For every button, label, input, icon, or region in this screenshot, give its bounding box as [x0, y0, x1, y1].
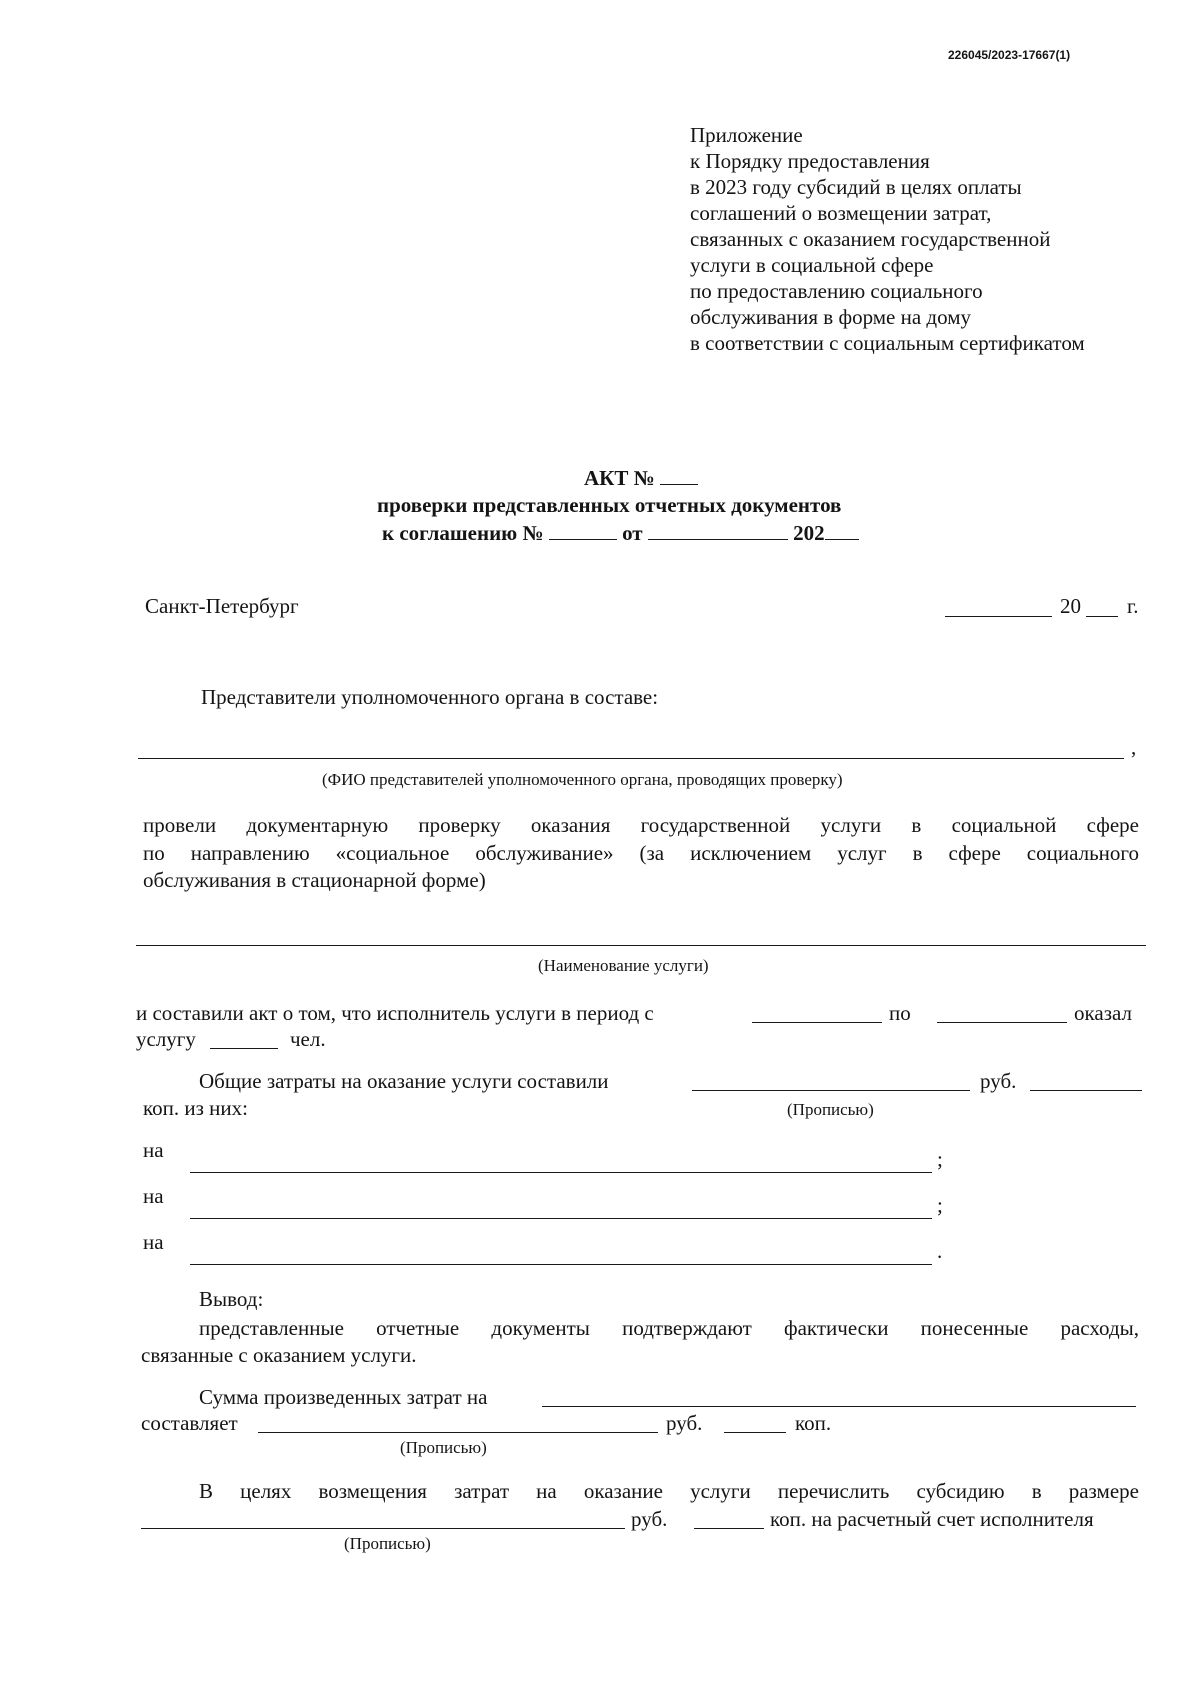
cost-row-blank: [190, 1218, 932, 1219]
costs-rub-label: руб.: [980, 1069, 1017, 1093]
period-to-label: по: [889, 1001, 911, 1025]
agreement-line: [382, 520, 859, 546]
sum-text: Сумма произведенных затрат на: [199, 1385, 488, 1409]
costs-kop-blank: [1030, 1090, 1142, 1091]
agreement-year-blank: [825, 521, 859, 540]
date-year-blank: [1086, 616, 1118, 617]
date-year-prefix: 20: [1060, 594, 1081, 618]
date-year-suffix: г.: [1127, 594, 1139, 618]
agreement-year-label: 202: [793, 521, 825, 545]
cost-row-end: ;: [937, 1193, 943, 1217]
subsidy-rub-label: руб.: [631, 1507, 668, 1531]
conclusion-heading: Вывод:: [199, 1287, 264, 1311]
appendix-line: обслуживания в форме на дому: [690, 305, 971, 329]
costs-kop-label: коп. из них:: [143, 1096, 248, 1120]
period-start-blank: [752, 1022, 882, 1023]
period-end-blank: [937, 1022, 1067, 1023]
service-name-blank: [136, 945, 1146, 946]
subsidy-account-text: коп. на расчетный счет исполнителя: [770, 1507, 1094, 1531]
appendix-line: в 2023 году субсидий в целях оплаты: [690, 175, 1022, 199]
cost-row-label: на: [143, 1184, 164, 1208]
appendix-line: связанных с оказанием государственной: [690, 227, 1051, 251]
act-subtitle: проверки представленных отчетных документов: [377, 493, 842, 517]
appendix-line: услуги в социальной сфере: [690, 253, 934, 277]
cost-row-label: на: [143, 1138, 164, 1162]
document-number: 226045/2023-17667(1): [948, 48, 1071, 62]
check-line-1: провели документарную проверку оказания государственной услуги в социальной сфере: [143, 813, 1139, 837]
agreement-date-blank: [648, 521, 788, 540]
agreement-label: к соглашению №: [382, 521, 544, 545]
period-service-label: услугу: [136, 1027, 196, 1051]
sum-rub-blank: [258, 1432, 658, 1433]
appendix-line: к Порядку предоставления: [690, 149, 930, 173]
period-text: и составили акт о том, что исполнитель услуги в период с: [136, 1001, 654, 1025]
agreement-from-label: от: [622, 521, 643, 545]
sum-rub-label: руб.: [666, 1411, 703, 1435]
period-provided-label: оказал: [1074, 1001, 1132, 1025]
cost-row-end: .: [937, 1239, 943, 1263]
subsidy-line-1: В целях возмещения затрат на оказание услуги перечислить субсидию в размере: [199, 1479, 1139, 1503]
act-number-blank: [660, 466, 698, 485]
representatives-intro: Представители уполномоченного органа в составе:: [201, 685, 659, 709]
act-title: [584, 465, 698, 491]
cost-row-label: на: [143, 1230, 164, 1254]
cost-row-end: ;: [937, 1147, 943, 1171]
costs-text: Общие затраты на оказание услуги составили: [199, 1069, 609, 1093]
subsidy-rub-blank: [141, 1528, 625, 1529]
appendix-line: Приложение: [690, 123, 803, 147]
costs-caption: (Прописью): [787, 1100, 874, 1119]
act-title-label: АКТ №: [584, 466, 655, 490]
appendix-line: по предоставлению социального: [690, 279, 983, 303]
subsidy-caption: (Прописью): [344, 1534, 431, 1553]
representatives-caption: (ФИО представителей уполномоченного органа, проводящих проверку): [322, 770, 843, 789]
appendix-line: соглашений о возмещении затрат,: [690, 201, 992, 225]
representatives-blank: [138, 758, 1124, 759]
costs-rub-blank: [692, 1090, 970, 1091]
cost-row-blank: [190, 1264, 932, 1265]
subsidy-kop-blank: [694, 1528, 764, 1529]
check-line-3: обслуживания в стационарной форме): [143, 868, 486, 892]
check-line-2: по направлению «социальное обслуживание» (за исключением услуг в сфере социального: [143, 841, 1139, 865]
service-name-caption: (Наименование услуги): [538, 956, 709, 975]
conclusion-line-2: связанные с оказанием услуги.: [141, 1343, 417, 1367]
sum-amount-label: составляет: [141, 1411, 238, 1435]
appendix-block: [690, 122, 1085, 356]
agreement-number-blank: [549, 521, 617, 540]
conclusion-line-1: представленные отчетные документы подтверждают фактически понесенные расходы,: [199, 1316, 1139, 1340]
sum-kop-blank: [724, 1432, 786, 1433]
place: Санкт-Петербург: [145, 594, 299, 618]
representatives-comma: ,: [1131, 735, 1137, 759]
sum-kop-label: коп.: [795, 1411, 832, 1435]
people-count-blank: [210, 1048, 278, 1049]
date-blank: [945, 616, 1052, 617]
sum-caption: (Прописью): [400, 1438, 487, 1457]
people-label: чел.: [290, 1027, 326, 1051]
sum-purpose-blank: [542, 1406, 1136, 1407]
cost-row-blank: [190, 1172, 932, 1173]
appendix-line: в соответствии с социальным сертификатом: [690, 331, 1085, 355]
